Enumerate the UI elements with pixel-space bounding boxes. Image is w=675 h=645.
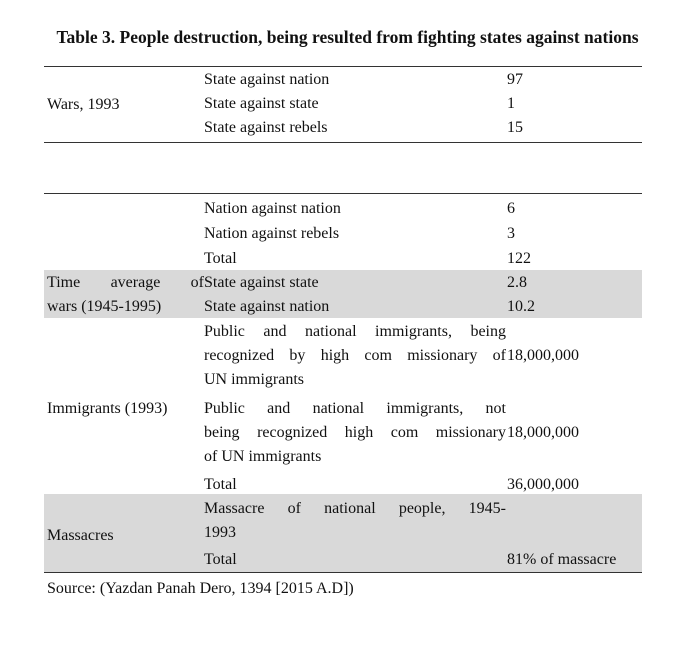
massacre-row-line1: Massacre of national people, 1945-: [204, 500, 506, 517]
immigrant-row-1-line1: Public and national immigrants, being: [204, 323, 506, 340]
massacre-row-line2: 1993: [204, 524, 236, 541]
row-type: State against rebels: [204, 119, 328, 136]
massacres-label: Massacres: [47, 527, 114, 544]
row-value: 10.2: [507, 298, 535, 315]
immigrant-row-2-line1: Public and national immigrants, not: [204, 400, 506, 417]
row-type: Nation against nation: [204, 200, 341, 217]
row-type: State against nation: [204, 298, 330, 315]
immigrants-label: Immigrants (1993): [47, 400, 168, 417]
row-type: State against nation: [204, 71, 330, 88]
table-bottom-rule: [44, 572, 642, 573]
page-break-rule: [44, 142, 642, 143]
row-type: Total: [204, 250, 237, 267]
row-value: 15: [507, 119, 523, 136]
row-value: 3: [507, 225, 515, 242]
time-average-label-line1: Time average of: [47, 274, 204, 291]
table-top-rule: [44, 66, 642, 67]
immigrant-row-2-line3: of UN immigrants: [204, 448, 322, 465]
row-value: 97: [507, 71, 523, 88]
immigrant-row-1-line2: recognized by high com missionary of: [204, 347, 506, 364]
row-type: State against state: [204, 95, 319, 112]
row-value: 81% of massacre: [507, 551, 617, 568]
immigrant-row-2-line2: being recognized high com missionary: [204, 424, 506, 441]
row-value: 36,000,000: [507, 476, 579, 493]
row-type: Total: [204, 551, 237, 568]
row-value: 2.8: [507, 274, 527, 291]
row-value: 122: [507, 250, 531, 267]
table-source: Source: (Yazdan Panah Dero, 1394 [2015 A.D]): [47, 580, 354, 597]
row-type: State against state: [204, 274, 319, 291]
row-type: Nation against rebels: [204, 225, 340, 242]
immigrant-row-1-line3: UN immigrants: [204, 371, 304, 388]
row-type: Total: [204, 476, 237, 493]
wars-label: Wars, 1993: [47, 96, 120, 113]
continuation-rule: [44, 193, 642, 194]
row-value: 1: [507, 95, 515, 112]
row-value: 6: [507, 200, 515, 217]
table-title: Table 3. People destruction, being resulted from fighting states against nations: [56, 27, 639, 47]
row-value: 18,000,000: [507, 424, 579, 441]
row-value: 18,000,000: [507, 347, 579, 364]
time-average-label-line2: wars (1945-1995): [47, 298, 162, 315]
